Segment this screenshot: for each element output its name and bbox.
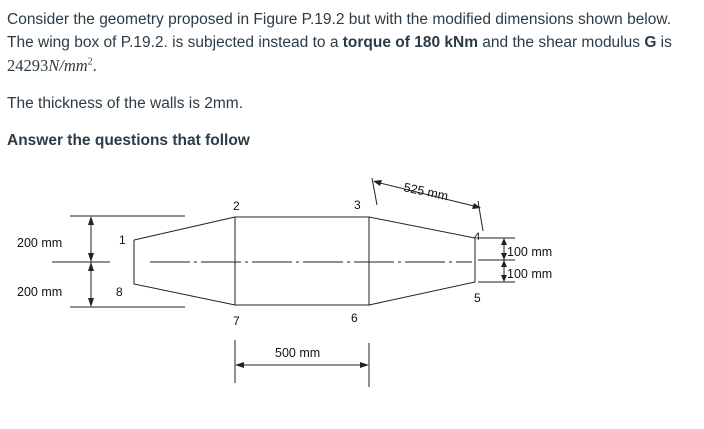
dim-label-top-left: 200 mm: [17, 236, 63, 250]
dim-label-top-right: 100 mm: [507, 245, 553, 259]
node-label-1: 1: [119, 233, 126, 247]
dim-label-bottom-left: 200 mm: [17, 285, 63, 299]
node-label-5: 5: [474, 291, 481, 305]
node-label-3: 3: [354, 198, 361, 212]
node-label-2: 2: [233, 199, 240, 213]
instruction-text: Answer the questions that follow: [7, 132, 250, 149]
node-label-6: 6: [351, 311, 358, 325]
question-line-2-post: is: [656, 34, 672, 51]
dim-label-slant: 525 mm: [402, 180, 450, 204]
shear-modulus-symbol: G: [644, 34, 657, 51]
node-label-8: 8: [116, 285, 123, 299]
thickness-text: The thickness of the walls is 2mm.: [7, 95, 244, 112]
wing-box-outline: [134, 217, 475, 305]
question-line-2-mid: and the shear modulus: [478, 34, 645, 51]
shear-modulus-value: $24293N/mm^2$.: [7, 56, 97, 75]
question-line-2-pre: The wing box of P.19.2. is subjected instead to a: [7, 34, 343, 51]
dim-label-bottom-right: 100 mm: [507, 267, 553, 281]
torque-value: torque of 180 kNm: [342, 34, 478, 51]
node-label-4: 4: [474, 231, 481, 243]
dim-label-width: 500 mm: [275, 346, 321, 360]
question-line-1: Consider the geometry proposed in Figure P.19.2 but with the modified dimensions shown below.: [7, 11, 672, 28]
node-label-7: 7: [233, 314, 240, 328]
